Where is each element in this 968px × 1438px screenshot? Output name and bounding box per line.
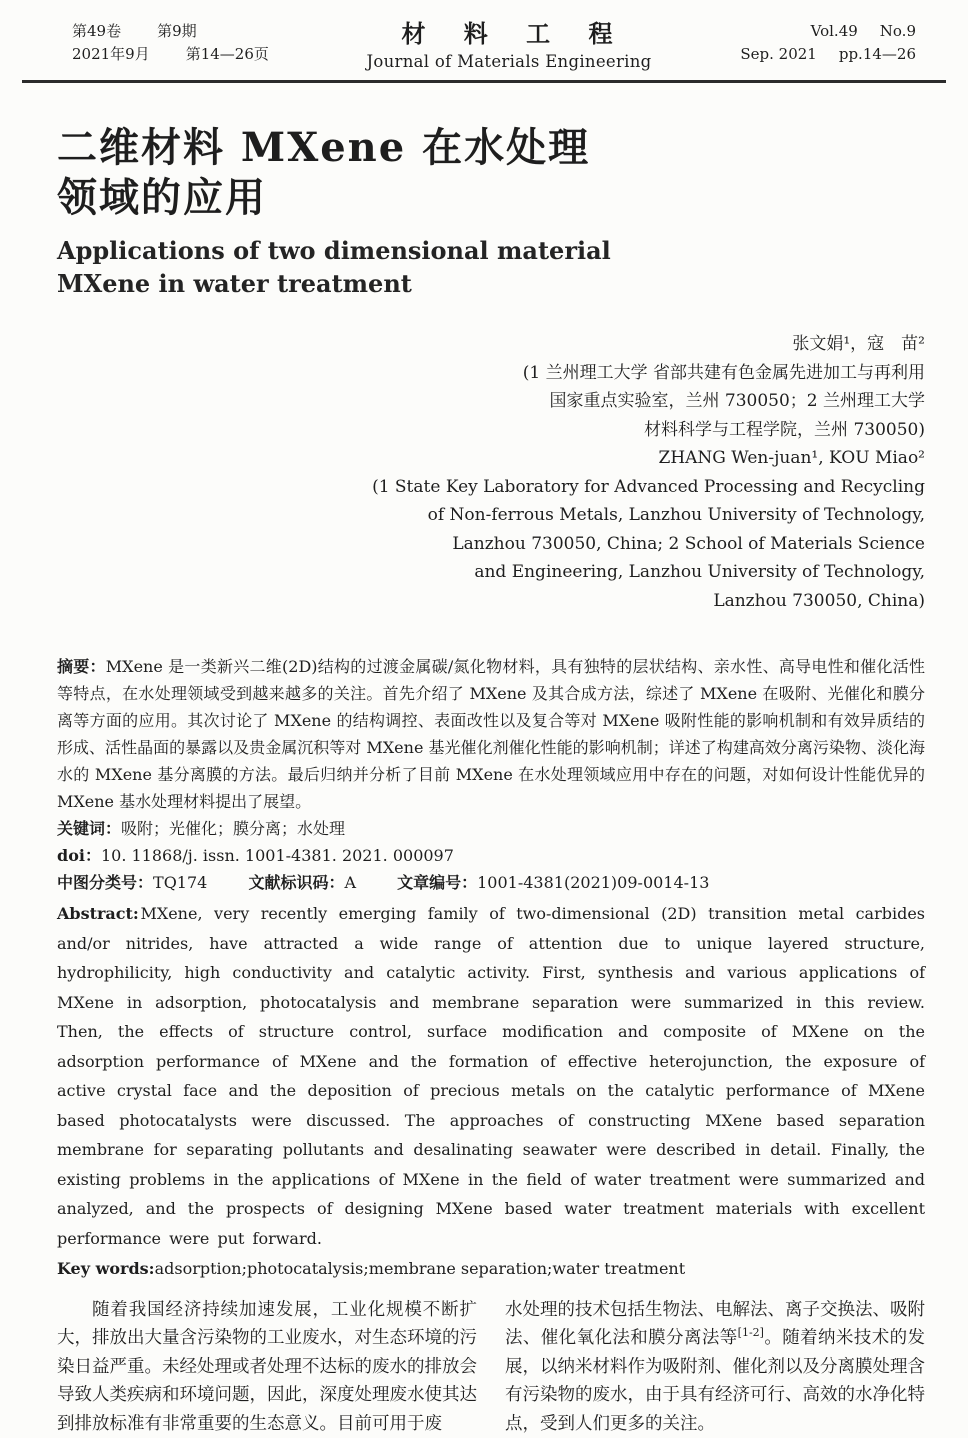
- affiliation-en-line: Lanzhou 730050, China): [713, 590, 925, 611]
- abstract-cn-label: 摘要：: [57, 657, 106, 676]
- journal-title-cn: 材 料 工 程: [401, 19, 617, 48]
- body-col2-text-before: 水处理的技术包括生物法、电解法、离子交换法、吸附法、催化氧化法和膜分离法等: [505, 1300, 925, 1349]
- authors-en: ZHANG Wen-juan¹, KOU Miao²: [658, 448, 925, 468]
- affiliation-en-line: (1 State Key Laboratory for Advanced Processing and Recycling: [372, 476, 925, 497]
- body-col2-text-after: 。随着纳米技术的发展，以纳米材料作为吸附剂、催化剂以及分离膜处理含有污染物的废水，由于具有经济可行、高效的水净化特点，受到人们更多的关注。: [505, 1328, 926, 1434]
- body-column-left: [57, 1296, 477, 1438]
- abstract-en: [57, 899, 925, 1253]
- journal-title-en: Journal of Materials Engineering: [366, 52, 652, 71]
- clc-pair: [57, 873, 207, 892]
- abstract-cn-text: MXene 是一类新兴二维(2D)结构的过渡金属碳/氮化物材料，具有独特的层状结构、亲水性、高导电性和催化活性等特点，在水处理领域受到越来越多的关注。首先介绍了 MXene 及其合成方法，综述了 MXene 在吸附、光催化和膜分离等方面的应用。其次讨论了 MXene 的结构调控、表面改性以及复合等对 MXene 吸附性能的影响机制和有效异质结的形成、活性晶面的暴露以及贵金属沉积等对 MXene 基光催化剂催化性能的影响机制；详述了构建高效分离污染物、淡化海水的 MXene 基分离膜的方法。最后归纳并分析了目前 MXene 在水处理领域应用中存在的问题，对如何设计性能优异的 MXene 基水处理材料提出了展望。: [57, 657, 925, 811]
- article-id-value: 1001-4381(2021)09-0014-13: [477, 873, 710, 892]
- article-id-label: 文章编号：: [397, 873, 478, 892]
- citation-ref: [1-2]: [737, 1326, 764, 1340]
- body-paragraph-right: [505, 1296, 925, 1438]
- clc-label: 中图分类号：: [57, 873, 154, 892]
- doi-value: 10. 11868/j. issn. 1001-4381. 2021. 000097: [100, 846, 454, 865]
- journal-pages-cn: 第14—26页: [185, 45, 269, 63]
- authors-cn: 张文娟¹，寇 苗²: [792, 334, 925, 354]
- author-block: [57, 330, 925, 615]
- keywords-cn-text: 吸附；光催化；膜分离；水处理: [121, 819, 346, 838]
- journal-masthead: [312, 20, 706, 71]
- article-title-cn: [57, 123, 925, 223]
- doc-code-label: 文献标识码：: [248, 873, 345, 892]
- article-title-cn-line2: 领域的应用: [57, 174, 267, 221]
- affiliation-cn-line: 国家重点实验室，兰州 730050；2 兰州理工大学: [549, 391, 925, 411]
- abstract-cn: [57, 653, 925, 815]
- affiliation-en-line: Lanzhou 730050, China; 2 School of Materials Science: [452, 533, 925, 554]
- keywords-en: [57, 1254, 925, 1284]
- article-title-cn-line1: 二维材料 MXene 在水处理: [57, 124, 591, 171]
- journal-volume-en: Vol.49: [810, 22, 858, 40]
- keywords-en-text: adsorption;photocatalysis;membrane separation;water treatment: [154, 1259, 686, 1278]
- journal-pages-en: pp.14—26: [838, 45, 916, 63]
- doc-code-value: A: [344, 873, 357, 892]
- journal-date-en: Sep. 2021: [740, 45, 817, 63]
- journal-volume-cn: 第49卷: [72, 22, 122, 40]
- article-title-en-line2: MXene in water treatment: [57, 269, 412, 298]
- body-column-right: [505, 1296, 925, 1438]
- article-title-en: [57, 234, 925, 300]
- keywords-en-label: Key words:: [57, 1259, 155, 1278]
- journal-issue-en: No.9: [879, 22, 916, 40]
- classification-line: [57, 869, 925, 896]
- journal-header: [0, 0, 968, 71]
- keywords-cn: [57, 815, 925, 842]
- article-id-pair: [397, 873, 709, 892]
- affiliation-cn-line: 材料科学与工程学院，兰州 730050): [644, 419, 925, 440]
- clc-value: TQ174: [153, 873, 208, 892]
- affiliation-en-line: and Engineering, Lanzhou University of Technology,: [474, 562, 925, 582]
- article-title-en-line1: Applications of two dimensional material: [57, 236, 611, 265]
- journal-date-cn: 2021年9月: [72, 45, 150, 63]
- body-paragraph-left: 随着我国经济持续加速发展，工业化规模不断扩大，排放出大量含污染物的工业废水，对生态环境的污染日益严重。未经处理或者处理不达标的废水的排放会导致人类疾病和环境问题，因此，深度处理废水使其达到排放标准有非常重要的生态意义。目前可用于废: [57, 1300, 477, 1434]
- abstract-en-text: MXene, very recently emerging family of two-dimensional (2D) transition metal carbides and/or nitrides, have attracted a wide range of attention due to unique layered structure, hydrophilicity, high conductivity and catalytic activity. First, synthesis and various applications of MXene in adsorption, photocatalysis and membrane separation were summarized in this review. Then, the effects of structure control, surface modification and composite of MXene on the adsorption performance of MXene and the formation of effective heterojunction, the exposure of active crystal face and the deposition of precious metals on the catalytic performance of MXene based photocatalysts were discussed. The approaches of constructing MXene based separation membrane for separating pollutants and desalinating seawater were described in detail. Finally, the existing problems in the applications of MXene in the field of water treatment were summarized and analyzed, and the prospects of designing MXene based water treatment materials with excellent performance were put forward.: [57, 904, 925, 1248]
- doc-code-pair: [248, 873, 356, 892]
- keywords-cn-label: 关键词：: [57, 819, 122, 838]
- doi-line: [57, 842, 925, 869]
- article-page: [0, 83, 968, 1438]
- body-columns: [57, 1296, 925, 1438]
- journal-header-left: [72, 20, 312, 66]
- affiliation-cn-line: (1 兰州理工大学 省部共建有色金属先进加工与再利用: [522, 362, 925, 383]
- doi-label: doi：: [57, 846, 101, 865]
- abstract-en-label: Abstract:: [57, 904, 139, 923]
- journal-header-right: [706, 20, 916, 66]
- affiliation-en-line: of Non-ferrous Metals, Lanzhou University of Technology,: [427, 505, 925, 525]
- journal-issue-cn: 第9期: [157, 22, 197, 40]
